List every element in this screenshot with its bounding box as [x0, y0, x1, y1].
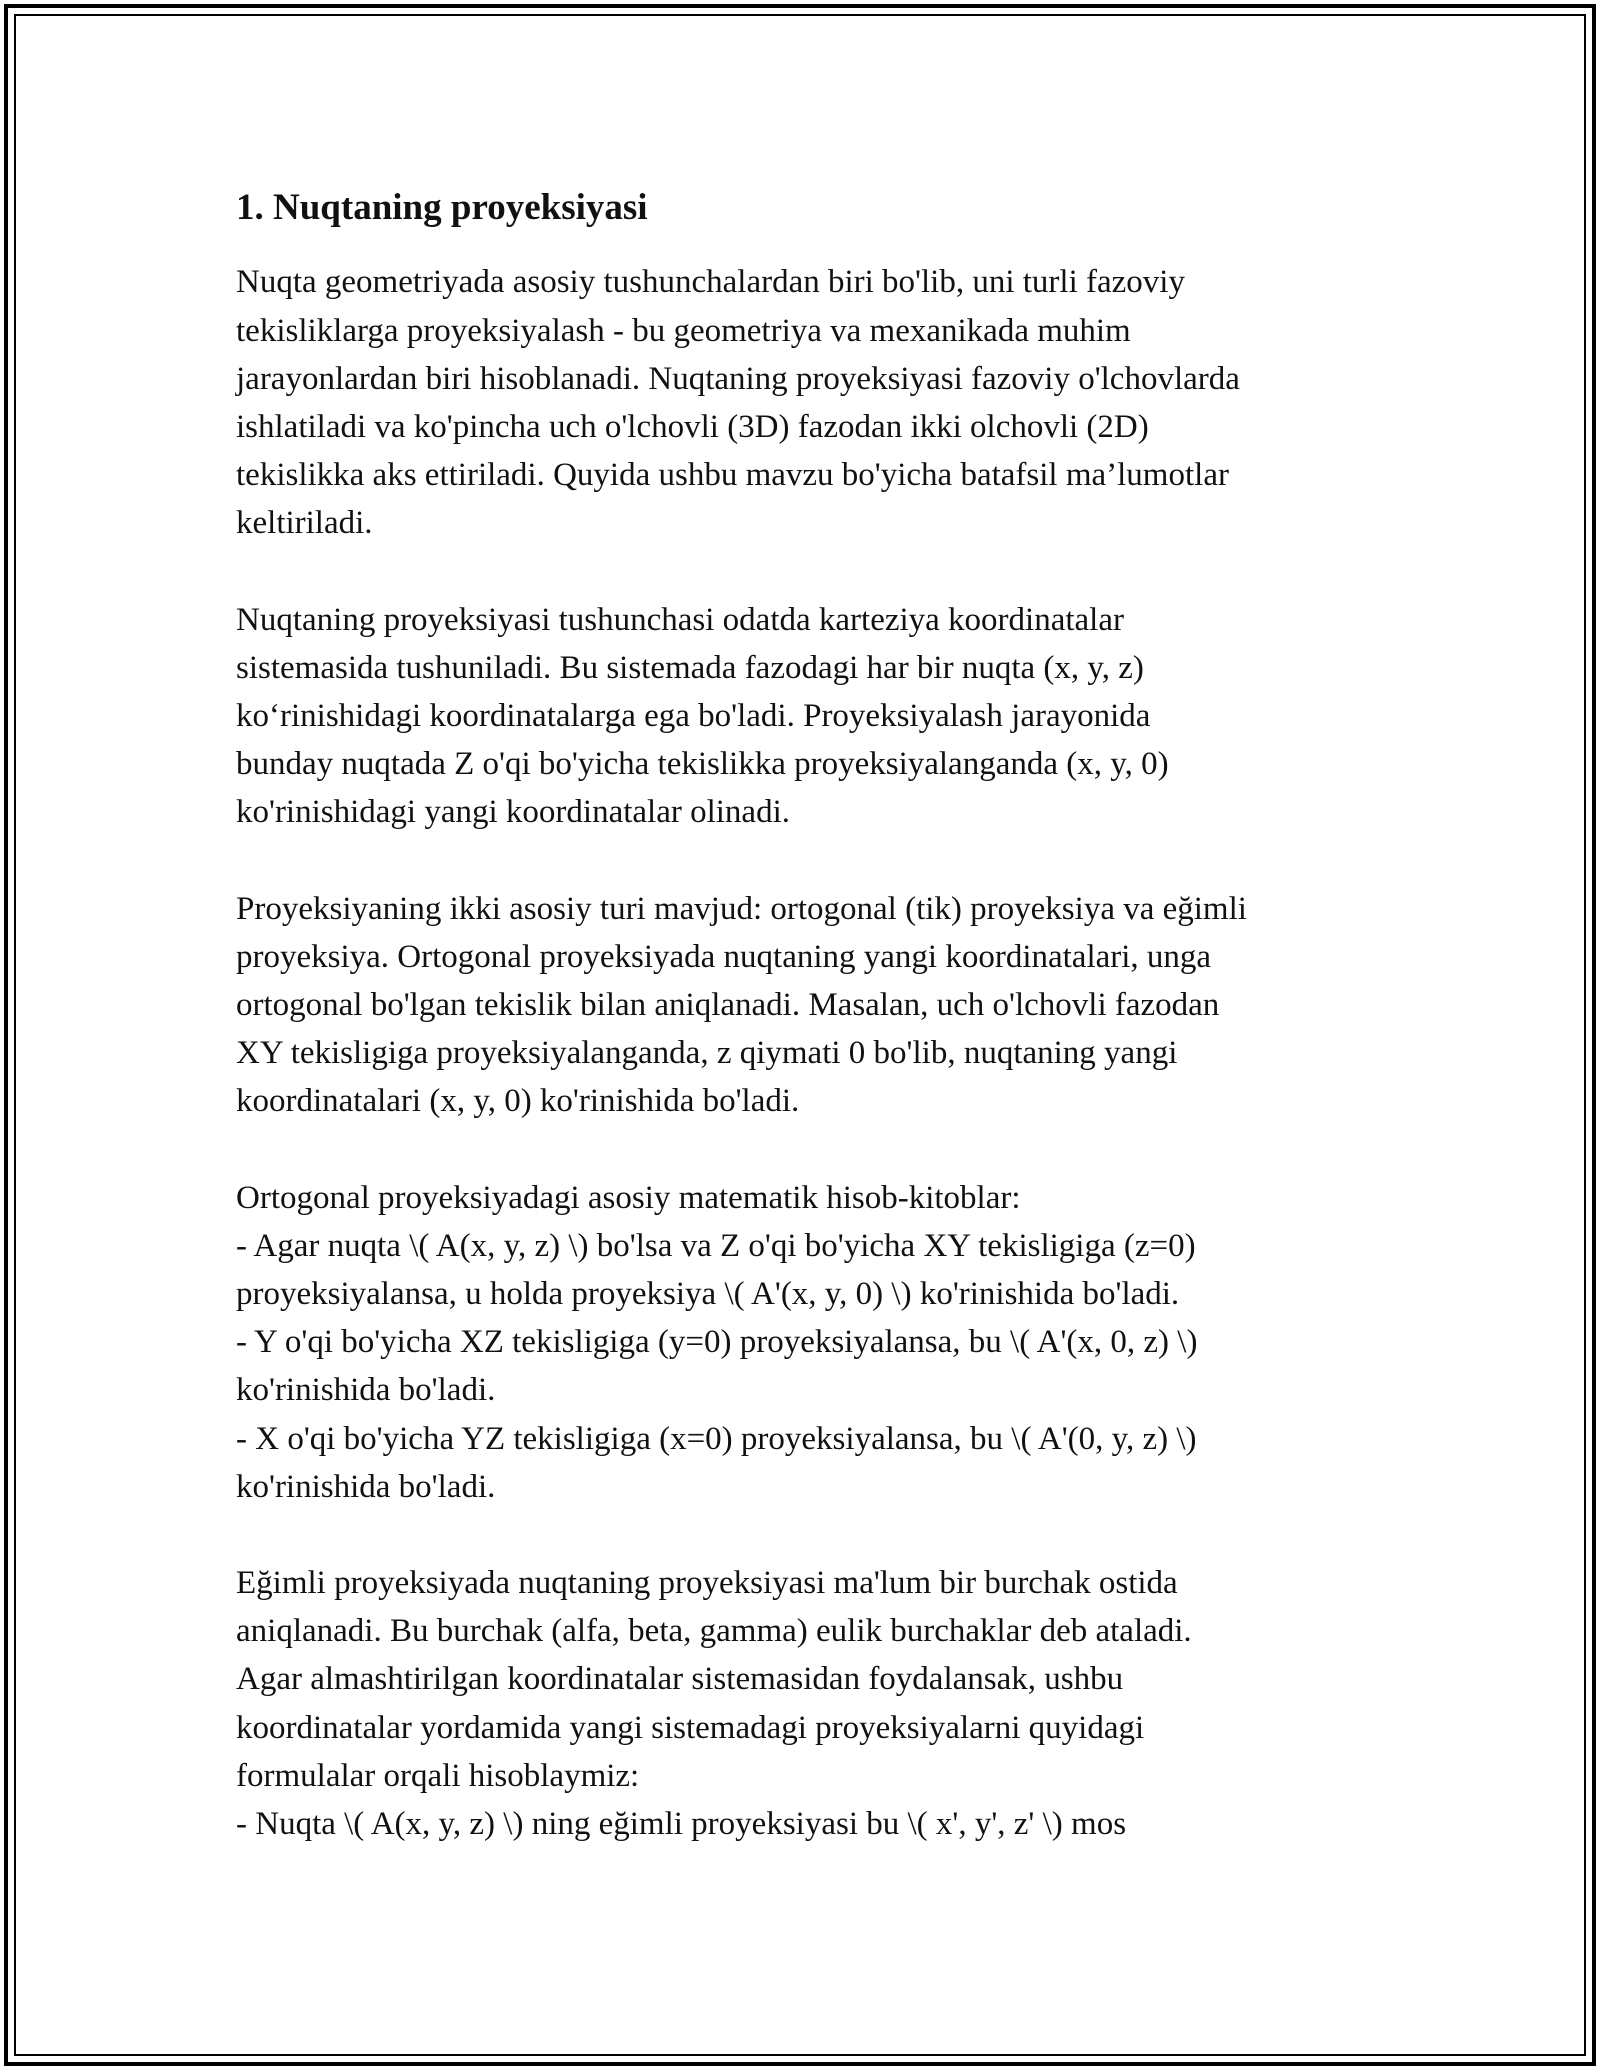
text-line: ishlatiladi va ko'pincha uch o'lchovli (3D) fazodan ikki olchovli (2D) — [236, 409, 1149, 445]
text-line: - X o'qi bo'yicha YZ tekisligiga (x=0) proyeksiyalansa, bu \( A'(0, y, z) \) — [236, 1420, 1197, 1457]
text-line: - Nuqta \( A(x, y, z) \) ning eğimli proyeksiyasi bu \( x', y', z' \) mos — [236, 1806, 1127, 1843]
paragraph-cartesian — [236, 596, 1376, 837]
document-body — [236, 186, 1376, 1896]
text-line: jarayonlardan biri hisoblanadi. Nuqtaning proyeksiyasi fazoviy o'lchovlarda — [236, 360, 1240, 397]
text-line: proyeksiya. Ortogonal proyeksiyada nuqtaning yangi koordinatalari, unga — [236, 938, 1212, 975]
text-line: ko'rinishida bo'ladi. — [236, 1468, 496, 1505]
text-line: proyeksiyalansa, u holda proyeksiya \( A'(x, y, 0) \) ko'rinishida bo'ladi. — [236, 1276, 1180, 1313]
text-line: - Y o'qi bo'yicha XZ tekisligiga (y=0) proyeksiyalansa, bu \( A'(x, 0, z) \) — [236, 1324, 1198, 1361]
text-line: bunday nuqtada Z o'qi bo'yicha tekislikka proyeksiyalanganda (x, y, 0) — [236, 746, 1169, 783]
text-line: Ortogonal proyeksiyadagi asosiy matematik hisob-kitoblar: — [236, 1179, 1021, 1216]
text-line: - Agar nuqta \( A(x, y, z) \) bo'lsa va Z o'qi bo'yicha XY tekisligiga (z=0) — [236, 1227, 1196, 1264]
paragraph-oblique — [236, 1559, 1376, 1848]
text-line: ko‘rinishidagi koordinatalarga ega bo'ladi. Proyeksiyalash jarayonida — [236, 698, 1151, 735]
text-line: keltiriladi. — [236, 505, 373, 542]
text-line: Eğimli proyeksiyada nuqtaning proyeksiyasi ma'lum bir burchak ostida — [236, 1565, 1178, 1602]
text-line: ortogonal bo'lgan tekislik bilan aniqlanadi. Masalan, uch o'lchovli fazodan — [236, 987, 1220, 1024]
text-line: Agar almashtirilgan koordinatalar sistemasidan foydalansak, ushbu — [236, 1661, 1124, 1698]
text-line: ko'rinishida bo'ladi. — [236, 1372, 496, 1409]
text-line: aniqlanadi. Bu burchak (alfa, beta, gamma) eulik burchaklar deb ataladi. — [236, 1613, 1192, 1650]
text-line: sistemasida tushuniladi. Bu sistemada fazodagi har bir nuqta (x, y, z) — [236, 649, 1144, 686]
text-line: tekisliklarga proyeksiyalash - bu geometriya va mexanikada muhim — [236, 312, 1131, 349]
text-line: ko'rinishidagi yangi koordinatalar olinadi. — [236, 794, 790, 831]
text-line: koordinatalari (x, y, 0) ko'rinishida bo'ladi. — [236, 1083, 800, 1120]
text-line: formulalar orqali hisoblaymiz: — [236, 1757, 640, 1794]
text-line: Nuqtaning proyeksiyasi tushunchasi odatda karteziya koordinatalar — [236, 601, 1124, 638]
text-line: koordinatalar yordamida yangi sistemadagi proyeksiyalarni quyidagi — [236, 1709, 1145, 1746]
paragraph-projection-types — [236, 885, 1376, 1126]
paragraph-orthogonal-math — [236, 1174, 1376, 1511]
text-line: Nuqta geometriyada asosiy tushunchalardan biri bo'lib, uni turli fazoviy — [236, 264, 1185, 301]
text-line: XY tekisligiga proyeksiyalanganda, z qiymati 0 bo'lib, nuqtaning yangi — [236, 1035, 1178, 1072]
text-line: tekislikka aks ettiriladi. Quyida ushbu mavzu bo'yicha batafsil ma’lumotlar — [236, 457, 1229, 494]
section-heading: 1. Nuqtaning proyeksiyasi — [236, 187, 648, 228]
text-line: Proyeksiyaning ikki asosiy turi mavjud: ortogonal (tik) proyeksiya va eğimli — [236, 890, 1247, 927]
paragraph-intro — [236, 258, 1376, 547]
